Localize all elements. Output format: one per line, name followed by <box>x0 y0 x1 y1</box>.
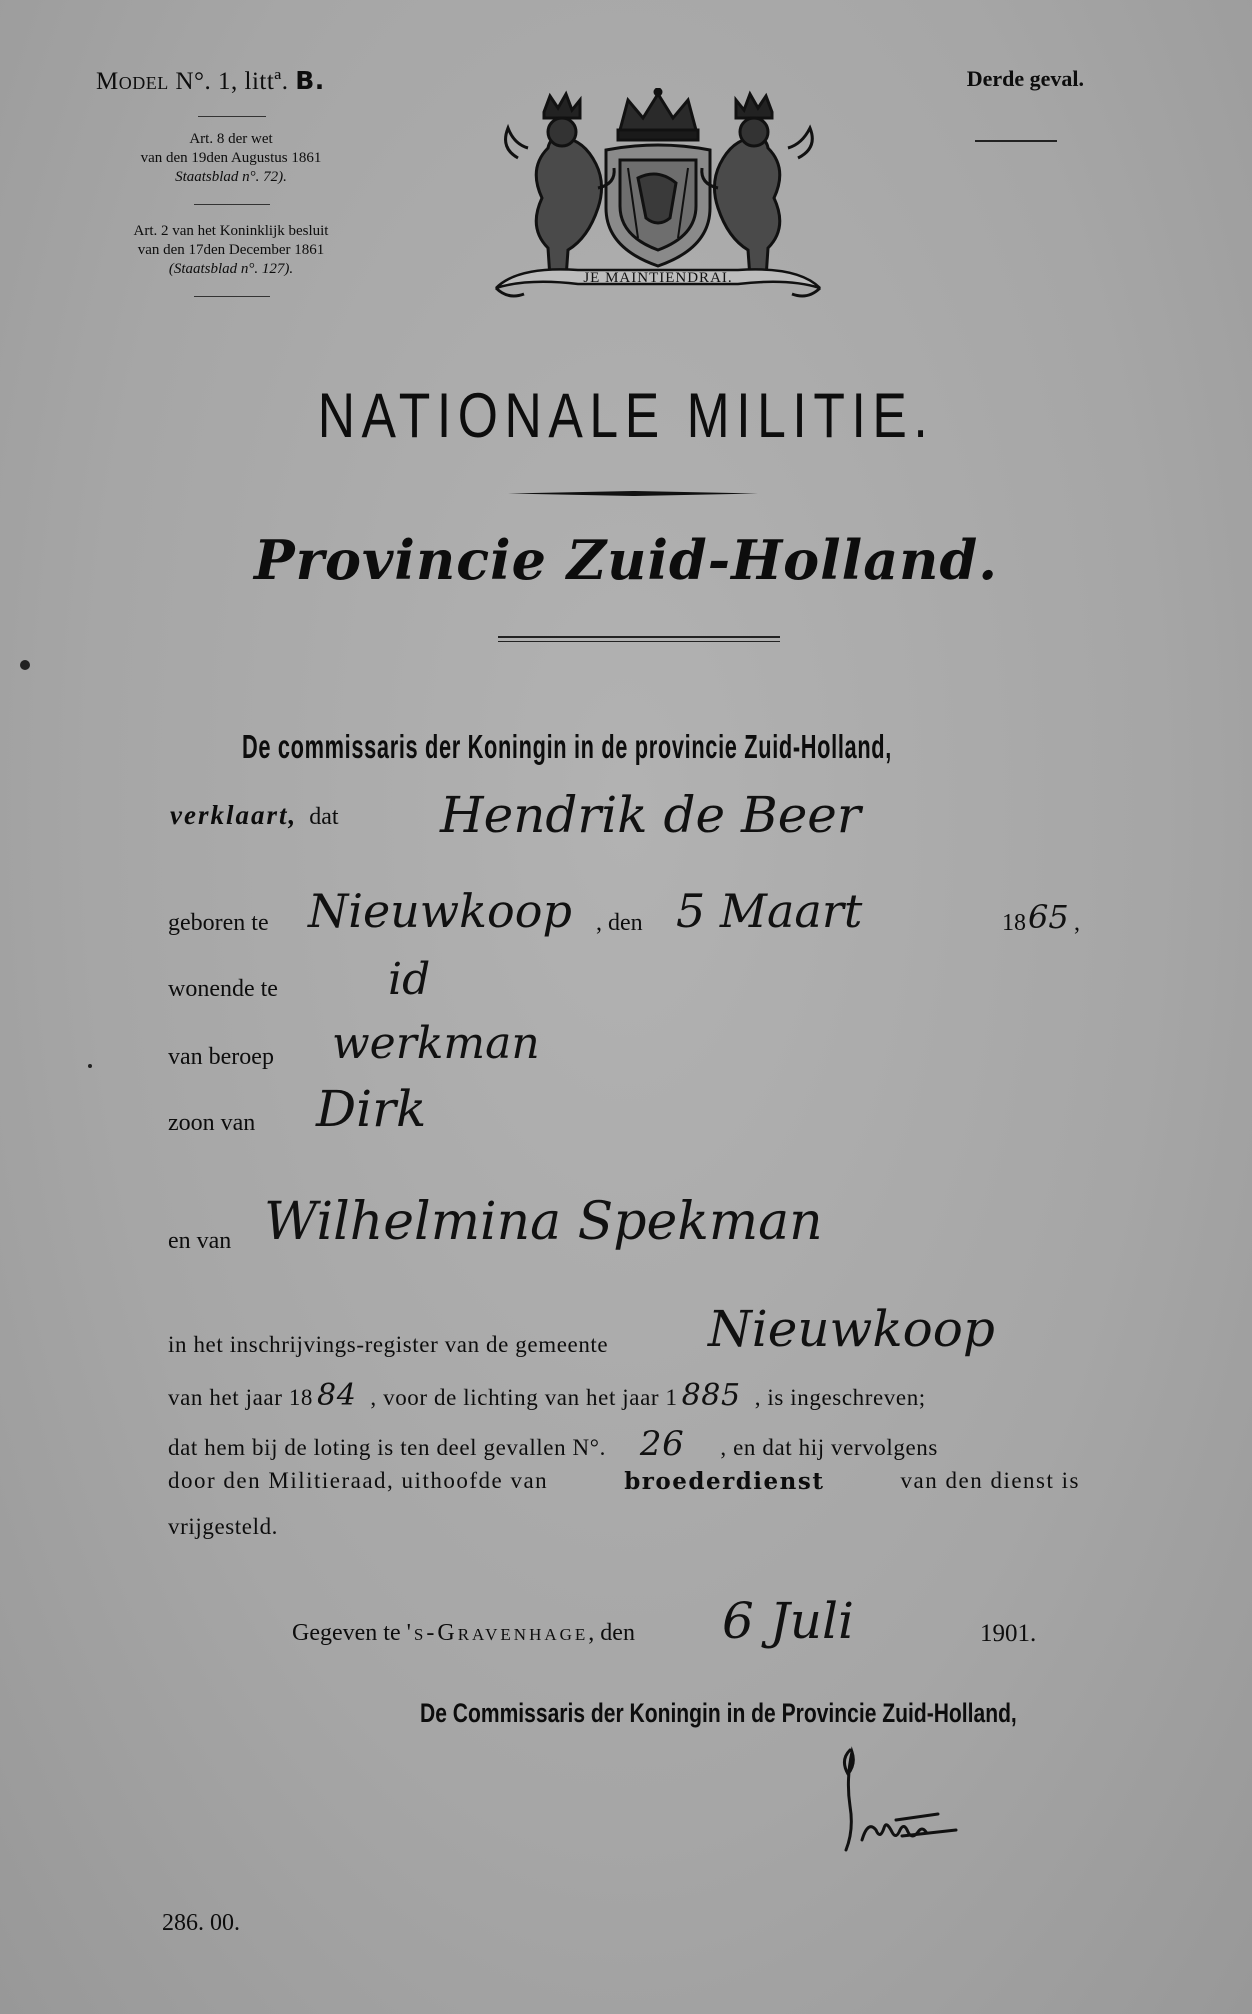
father-name: Dirk <box>316 1080 427 1138</box>
model-prefix: Model <box>96 68 169 95</box>
register-year-line <box>168 1378 926 1413</box>
father-label: zoon van <box>168 1110 256 1136</box>
case-label: Derde geval. <box>966 66 1084 91</box>
occupation-label: van beroep <box>168 1044 274 1070</box>
register-exemption-line <box>168 1468 1080 1495</box>
birth-year-comma: , <box>1074 910 1080 936</box>
stain-mark <box>88 1064 92 1068</box>
issue-year: 1901. <box>980 1620 1037 1647</box>
birth-year-prefix: 18 <box>1002 910 1026 936</box>
birth-date: 5 Maart <box>676 884 863 938</box>
divider <box>194 296 270 297</box>
residence-label: wonende te <box>168 976 278 1002</box>
issue-city: 's-Gravenhage <box>406 1620 589 1646</box>
register-municipality: Nieuwkoop <box>708 1300 995 1358</box>
legal-ref-line: Art. 8 der wet <box>189 131 273 147</box>
province-heading: Provincie Zuid-Holland. <box>253 528 998 592</box>
model-rest: N°. 1, littª. <box>168 68 289 95</box>
date-label: , den <box>596 910 643 936</box>
birth-year-suffix: 65 <box>1028 898 1069 936</box>
lot-number: 26 <box>639 1424 685 1464</box>
case-rule <box>975 140 1057 142</box>
motto: JE MAINTIENDRAI. <box>583 270 733 286</box>
title-divider <box>508 491 758 496</box>
residence: id <box>388 954 431 1005</box>
register-text-3b: , en dat hij vervolgens <box>720 1435 938 1460</box>
divider <box>194 204 270 205</box>
stain-mark <box>20 660 30 670</box>
given-at: Gegeven te <box>292 1620 407 1646</box>
levy-year: 885 <box>681 1378 741 1413</box>
register-text-1: in het inschrijvings-register van de gemeente <box>168 1332 609 1357</box>
legal-ref-line: Art. 2 van het Koninklijk besluit <box>133 223 329 239</box>
issue-den: , den <box>588 1620 635 1646</box>
coat-of-arms-icon <box>488 88 828 308</box>
signatory-title: De Commissaris der Koningin in de Provincie Zuid-Holland, <box>420 1698 1017 1728</box>
dat-word: dat <box>309 804 339 830</box>
model-number <box>96 66 325 96</box>
province-divider <box>498 636 780 642</box>
exemption-reason: broederdienst <box>624 1468 825 1495</box>
mother-label: en van <box>168 1228 232 1254</box>
register-lot-line <box>168 1424 938 1464</box>
register-text-2a: van het jaar 18 <box>168 1385 314 1410</box>
divider <box>198 116 266 117</box>
register-text-3a: dat hem bij de loting is ten deel gevallen N°. <box>168 1435 606 1460</box>
verklaart-word: verklaart, <box>170 800 298 830</box>
birthplace: Nieuwkoop <box>308 884 572 938</box>
model-letter: B. <box>295 66 325 95</box>
register-text-2c: , is ingeschreven; <box>754 1385 926 1410</box>
verklaart-line <box>170 800 339 831</box>
legal-reference-2 <box>90 222 372 279</box>
mother-name: Wilhelmina Spekman <box>264 1192 823 1252</box>
register-text-4c: van den dienst is <box>900 1468 1080 1493</box>
register-text-4a: door den Militieraad, uithoofde van <box>168 1468 549 1493</box>
issuer-line: De commissaris der Koningin in de provincie Zuid-Holland, <box>242 728 892 765</box>
document-title: NATIONALE MILITIE. <box>317 381 935 451</box>
occupation: werkman <box>332 1018 540 1069</box>
issued-line <box>292 1620 635 1647</box>
legal-ref-line: (Staatsblad n°. 127). <box>168 261 294 277</box>
register-text-2b: , voor de lichting van het jaar 1 <box>370 1385 678 1410</box>
legal-ref-line: Staatsblad n°. 72). <box>175 169 287 185</box>
register-year: 84 <box>317 1378 357 1413</box>
register-text-5: vrijgesteld. <box>168 1514 279 1539</box>
issue-date: 6 Juli <box>722 1592 854 1650</box>
signature <box>838 1740 958 1860</box>
footer-code: 286. 00. <box>162 1910 240 1936</box>
legal-reference-1 <box>90 130 372 187</box>
born-label: geboren te <box>168 910 269 936</box>
legal-ref-line: van den 17den December 1861 <box>137 242 325 258</box>
person-name: Hendrik de Beer <box>440 786 861 844</box>
legal-ref-line: van den 19den Augustus 1861 <box>140 150 322 166</box>
